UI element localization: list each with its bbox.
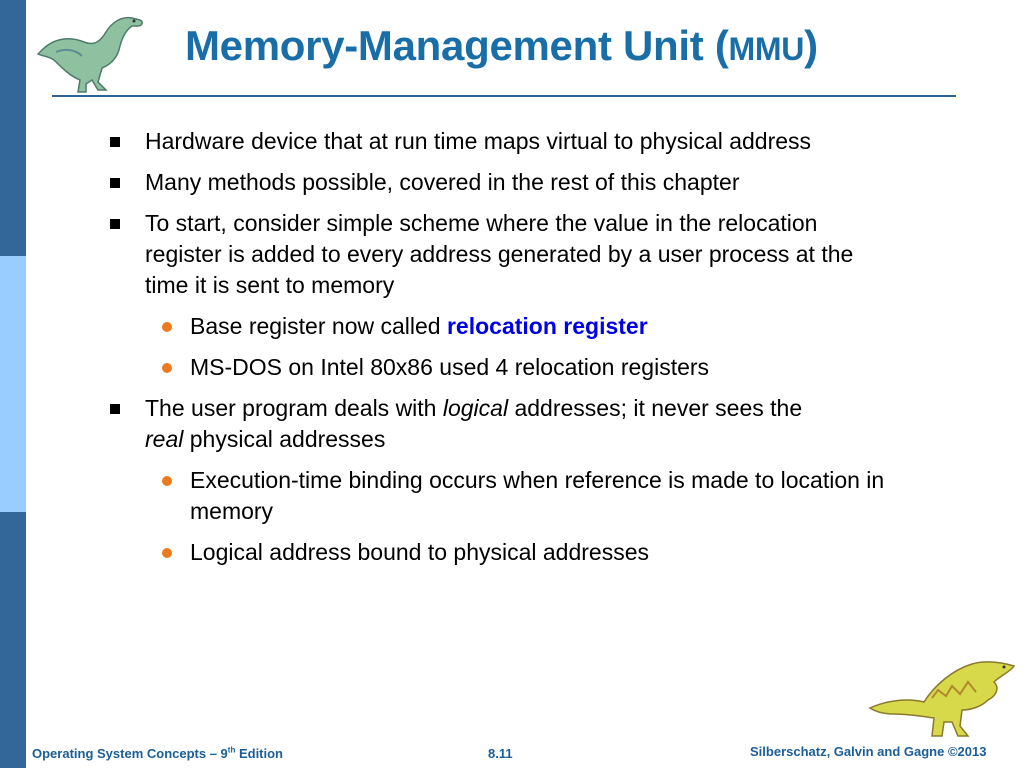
list-item: The user program deals with logical addresses; it never sees the real physical addresses [104, 393, 894, 455]
round-bullet-icon [162, 363, 172, 373]
sidebar-stripe-top [0, 0, 26, 256]
round-bullet-icon [162, 322, 172, 332]
square-bullet-icon [110, 137, 120, 147]
square-bullet-icon [110, 404, 120, 414]
italic-term: logical [442, 395, 509, 421]
footer-copyright: Silberschatz, Galvin and Gagne ©2013 [750, 744, 987, 759]
square-bullet-icon [110, 178, 120, 188]
page-title: Memory-Management Unit (MMU) [185, 22, 818, 69]
list-item: To start, consider simple scheme where the value in the relocation register is added to every address generated by a user process at the time it is sent to memory [104, 208, 894, 301]
sidebar-stripe-bottom [0, 512, 26, 768]
bullet-list [104, 126, 894, 578]
sidebar-stripe-middle [0, 256, 26, 512]
italic-term: real [145, 426, 184, 452]
square-bullet-icon [110, 219, 120, 229]
list-item: Hardware device that at run time maps virtual to physical address [104, 126, 894, 157]
sub-list-item: Base register now called relocation register [104, 311, 894, 342]
dinosaur-icon [868, 656, 1018, 740]
sub-list-item: MS-DOS on Intel 80x86 used 4 relocation registers [104, 352, 894, 383]
title-divider [52, 95, 956, 97]
page-number: 8.11 [488, 746, 513, 761]
dinosaur-icon [36, 8, 160, 96]
highlighted-term: relocation register [446, 313, 648, 339]
round-bullet-icon [162, 476, 172, 486]
list-item: Many methods possible, covered in the rest of this chapter [104, 167, 894, 198]
footer-book-title: Operating System Concepts – 9th Edition [32, 745, 284, 761]
sub-list-item: Execution-time binding occurs when reference is made to location in memory [104, 465, 894, 527]
round-bullet-icon [162, 548, 172, 558]
sub-list-item: Logical address bound to physical addresses [104, 537, 894, 568]
